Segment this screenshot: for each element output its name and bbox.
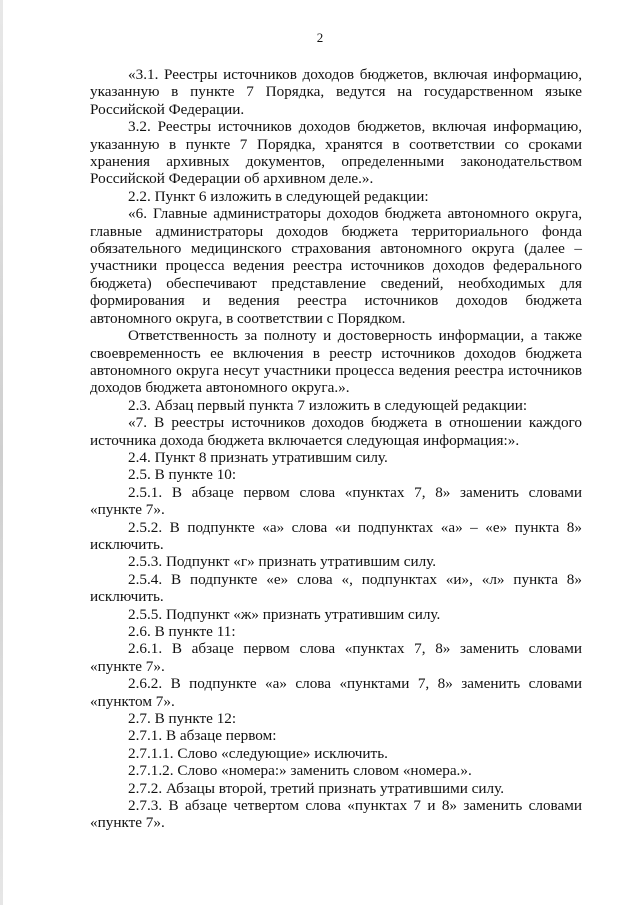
paragraph: 2.5.4. В подпункте «е» слова «, подпунктах «и», «л» пункта 8» исключить. [90,570,582,606]
paragraph: Ответственность за полноту и достоверность информации, а также своевременность ее включения в реестр источников доходов бюджета автономного округа несут участники процесса ведения реестра источников доходов бюджета автономного округа.». [90,327,582,397]
paragraph: 2.5.3. Подпункт «г» признать утратившим силу. [128,553,437,571]
paragraph: 2.4. Пункт 8 признать утратившим силу. [128,448,388,466]
paragraph: 2.6.2. В подпункте «а» слова «пунктами 7, 8» заменить словами «пунктом 7». [90,675,582,710]
paragraph: 2.7.1.2. Слово «номера:» заменить словом «номера.». [128,762,472,780]
paragraph: 2.6. В пункте 11: [128,623,236,640]
paragraph: «7. В реестры источников доходов бюджета в отношении каждого источника дохода бюджета включается следующая информация:». [90,414,582,449]
paragraph: 2.7.1.1. Слово «следующие» исключить. [128,744,388,762]
paragraph: 2.7.3. В абзаце четвертом слова «пунктах 7 и 8» заменить словами «пункте 7». [90,797,582,832]
paragraph: 2.6.1. В абзаце первом слова «пунктах 7, 8» заменить словами «пункте 7». [90,640,582,675]
scan-edge [0,0,3,905]
paragraph: 2.7.1. В абзаце первом: [128,727,277,745]
page-number: 2 [316,30,324,45]
paragraph: 2.3. Абзац первый пункта 7 изложить в следующей редакции: [128,396,528,414]
paragraph: 2.5.1. В абзаце первом слова «пунктах 7, 8» заменить словами «пункте 7». [90,483,582,519]
paragraph: 2.7.2. Абзацы второй, третий признать утратившими силу. [128,779,504,797]
paragraph: 2.7. В пункте 12: [128,710,237,728]
paragraph: «6. Главные администраторы доходов бюджета автономного округа, главные администраторы доходов бюджета территориального фонда обязательного медицинского страхования автономного округа (далее – участники процесса ведения реестра источников доходов федерального бюджета) обеспечивают представление сведений, необходимых для формирования и ведения реестра источников доходов бюджета автономного округа, в соответствии с Порядком. [90,205,582,327]
paragraph: 3.2. Реестры источников доходов бюджетов, включая информацию, указанную в пункте 7 Порядка, хранятся в соответствии со сроками хранения архивных документов, определенными законодательством Российской Федерации об архивном деле.». [90,118,582,188]
paragraph: 2.5.2. В подпункте «а» слова «и подпунктах «а» – «е» пункта 8» исключить. [90,518,582,553]
paragraph: 2.5.5. Подпункт «ж» признать утратившим силу. [128,605,441,623]
document-body [90,66,582,832]
paragraph: «3.1. Реестры источников доходов бюджетов, включая информацию, указанную в пункте 7 Порядка, ведутся на государственном языке Российской Федерации. [90,66,582,118]
paragraph: 2.5. В пункте 10: [128,466,237,484]
paragraph: 2.2. Пункт 6 изложить в следующей редакции: [128,187,429,205]
